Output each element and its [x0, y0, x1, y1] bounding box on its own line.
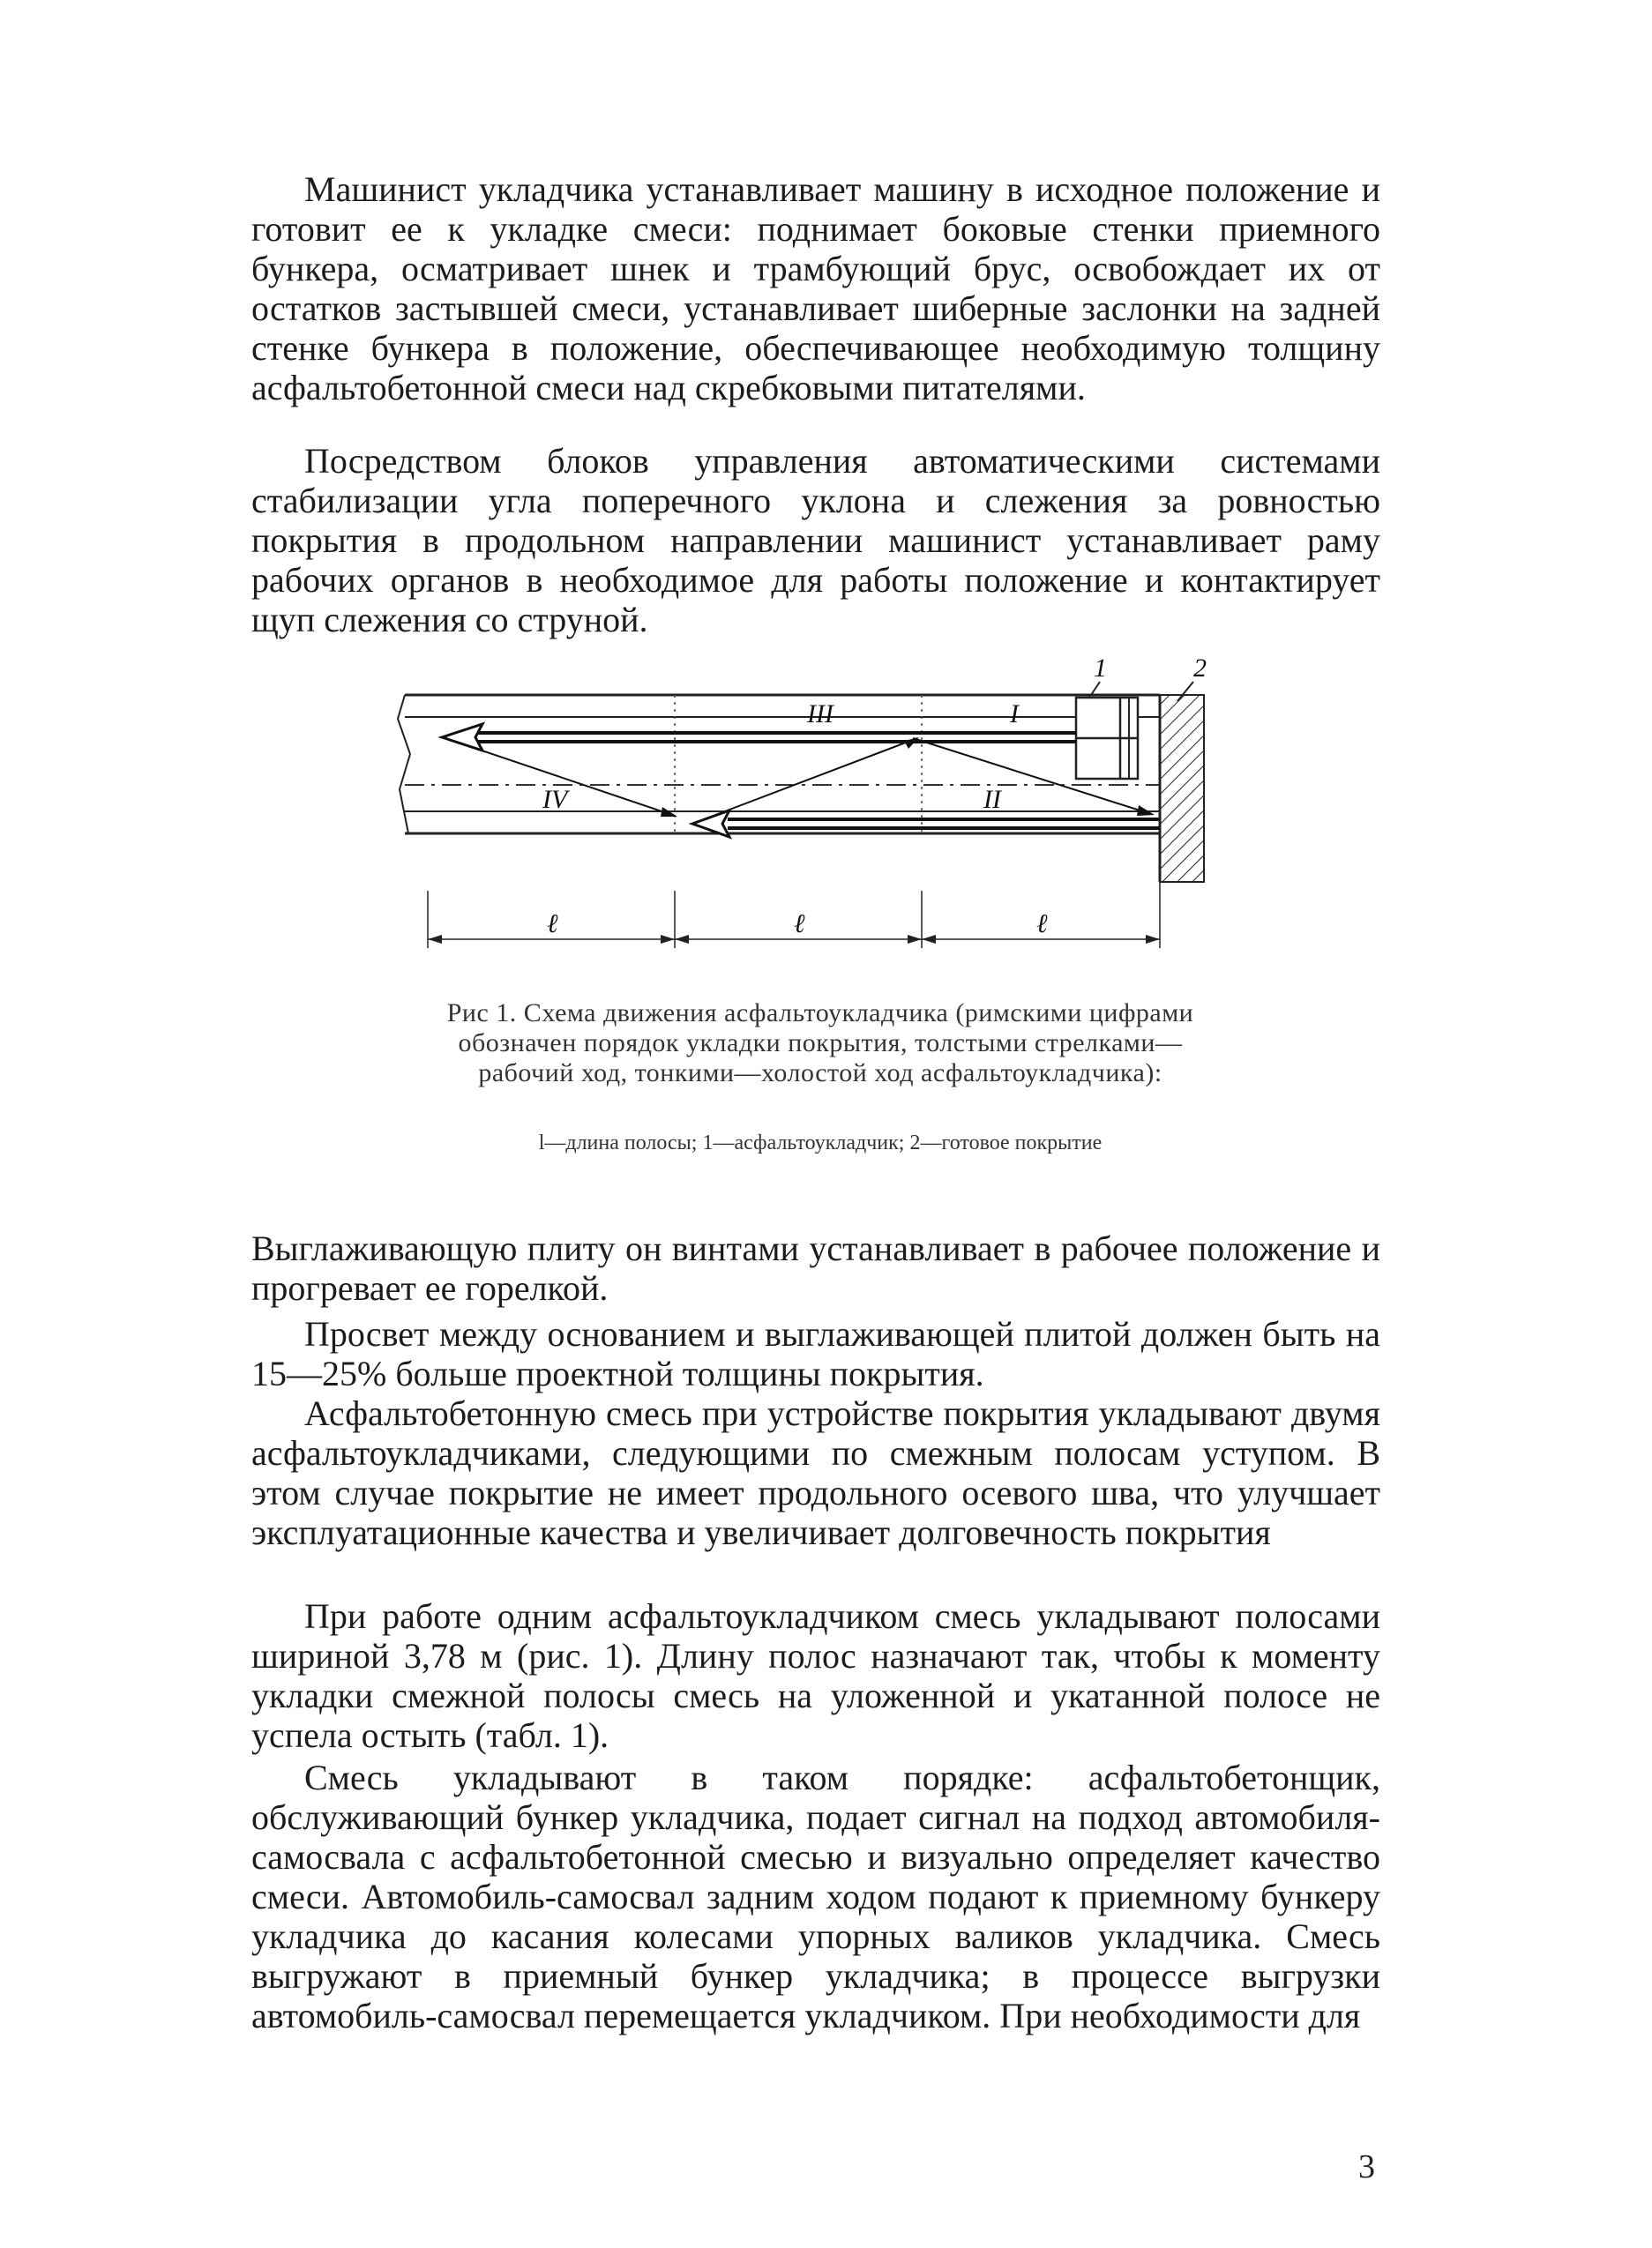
paragraph-one-paver: При работе одним асфальтоукладчиком смесь укладывают полосами шириной 3,78 м (рис. 1). Длину полос назначают так, чтобы к моменту укладки смежной полосы смесь на уложенной и укатанной полосе не успела остыть (табл. 1).	[251, 1596, 1380, 1755]
paver-movement-diagram	[384, 657, 1230, 961]
label-IV: IV	[542, 785, 568, 814]
label-1: 1	[1094, 657, 1107, 683]
figure-legend: l—длина полосы; 1—асфальтоукладчик; 2—готовое покрытие	[538, 1131, 1103, 1154]
finished-pavement-hatched	[1160, 695, 1204, 882]
paver-machine	[1076, 698, 1138, 779]
page-number: 3	[1358, 2148, 1375, 2185]
label-I: I	[1010, 699, 1019, 728]
paragraph-operator-setup: Машинист укладчика устанавливает машину в исходное положение и готовит ее к укладке смеси: поднимает боковые стенки приемного бункера, осматривает шнек и трамбующий брус, освобождает их от остатков застывшей смеси, устанавливает шиберные заслонки на задней стенке бункера в положение, обеспечивающее необходимую толщину асфальтобетонной смеси над скребковыми питателями.	[251, 169, 1380, 407]
label-2: 2	[1193, 657, 1207, 683]
paragraph-two-pavers: Асфальтобетонную смесь при устройстве покрытия укладывают двумя асфальтоукладчиками, следующими по смежным полосам уступом. В этом случае покрытие не имеет продольного осевого шва, что улучшает эксплуатационные качества и увеличивает долговечность покрытия	[251, 1393, 1380, 1552]
label-III: III	[807, 699, 833, 728]
working-pass-arrows	[442, 724, 1160, 837]
length-label-3: ℓ	[1036, 909, 1048, 938]
paragraph-smoothing-plate: Выглаживающую плиту он винтами устанавливает в рабочее положение и прогревает ее горелкой.	[251, 1229, 1380, 1308]
road-strip	[398, 695, 1160, 833]
figure-caption: Рис 1. Схема движения асфальтоукладчика (римскими цифрами обозначен порядок укладки покрытия, толстыми стрелками—рабочий ход, тонкими—холостой ход асфальтоукладчика):	[446, 998, 1194, 1087]
length-dimension	[428, 882, 1160, 948]
length-label-2: ℓ	[794, 909, 805, 938]
paragraph-clearance: Просвет между основанием и выглаживающей плитой должен быть на 15—25% больше проектной толщины покрытия.	[251, 1314, 1380, 1393]
label-II: II	[983, 785, 1001, 814]
paragraph-laying-order: Смесь укладывают в таком порядке: асфальтобетонщик, обслуживающий бункер укладчика, подает сигнал на подход автомобиля-самосвала с асфальтобетонной смесью и визуально определяет качество смеси. Автомобиль-самосвал задним ходом подают к приемному бункеру укладчика до касания колесами упорных валиков укладчика. Смесь выгружают в приемный бункер укладчика; в процессе выгрузки автомобиль-самосвал перемещается укладчиком. При необходимости для	[251, 1758, 1380, 2035]
length-label-1: ℓ	[547, 909, 558, 938]
paragraph-automatic-control: Посредством блоков управления автоматическими системами стабилизации угла поперечного уклона и слежения за ровностью покрытия в продольном направлении машинист устанавливает раму рабочих органов в необходимое для работы положение и контактирует щуп слежения со струной.	[251, 441, 1380, 639]
